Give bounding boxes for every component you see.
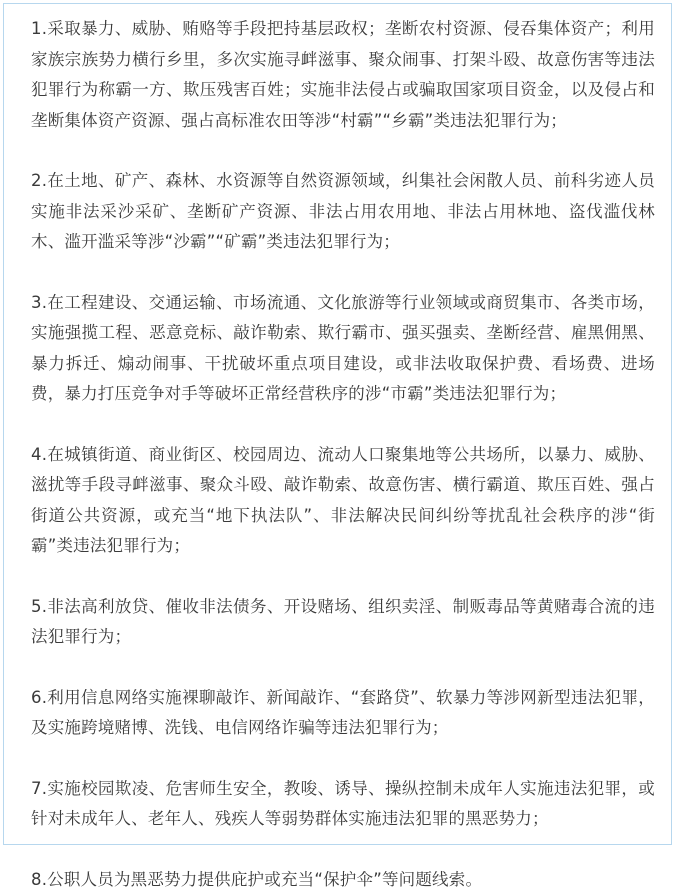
clue-item-5: 5.非法高利放贷、催收非法债务、开设赌场、组织卖淫、制贩毒品等黄赌毒合流的违法犯罪行为； <box>31 592 655 653</box>
clue-item-8: 8.公职人员为黑恶势力提供庇护或充当“保护伞”等问题线索。 <box>31 865 655 895</box>
clue-item-4: 4.在城镇街道、商业街区、校园周边、流动人口聚集地等公共场所，以暴力、威胁、滋扰等手段寻衅滋事、聚众斗殴、敲诈勒索、故意伤害、横行霸道、欺压百姓、强占街道公共资源，或充当“地下执法队”、非法解决民间纠纷等扰乱社会秩序的涉“街霸”类违法犯罪行为； <box>31 440 655 562</box>
clue-item-2: 2.在土地、矿产、森林、水资源等自然资源领域，纠集社会闲散人员、前科劣迹人员实施非法采沙采矿、垄断矿产资源、非法占用农用地、非法占用林地、盗伐滥伐林木、滥开滥采等涉“沙霸”“矿霸”类违法犯罪行为； <box>31 166 655 258</box>
content-frame <box>3 3 672 845</box>
clue-item-1: 1.采取暴力、威胁、贿赂等手段把持基层政权；垄断农村资源、侵吞集体资产；利用家族宗族势力横行乡里，多次实施寻衅滋事、聚众闹事、打架斗殴、故意伤害等违法犯罪行为称霸一方、欺压残害百姓；实施非法侵占或骗取国家项目资金，以及侵占和垄断集体资产资源、强占高标准农田等涉“村霸”“乡霸”类违法犯罪行为； <box>31 14 655 136</box>
clue-item-7: 7.实施校园欺凌、危害师生安全，教唆、诱导、操纵控制未成年人实施违法犯罪，或针对未成年人、老年人、残疾人等弱势群体实施违法犯罪的黑恶势力； <box>31 774 655 835</box>
clue-item-3: 3.在工程建设、交通运输、市场流通、文化旅游等行业领域或商贸集市、各类市场，实施强揽工程、恶意竞标、敲诈勒索、欺行霸市、强买强卖、垄断经营、雇黑佣黑、暴力拆迁、煽动闹事、干扰破坏重点项目建设，或非法收取保护费、看场费、进场费，暴力打压竞争对手等破坏正常经营秩序的涉“市霸”类违法犯罪行为； <box>31 288 655 410</box>
clue-item-6: 6.利用信息网络实施裸聊敲诈、新闻敲诈、“套路贷”、软暴力等涉网新型违法犯罪，及实施跨境赌博、洗钱、电信网络诈骗等违法犯罪行为； <box>31 683 655 744</box>
clue-list <box>31 14 655 895</box>
